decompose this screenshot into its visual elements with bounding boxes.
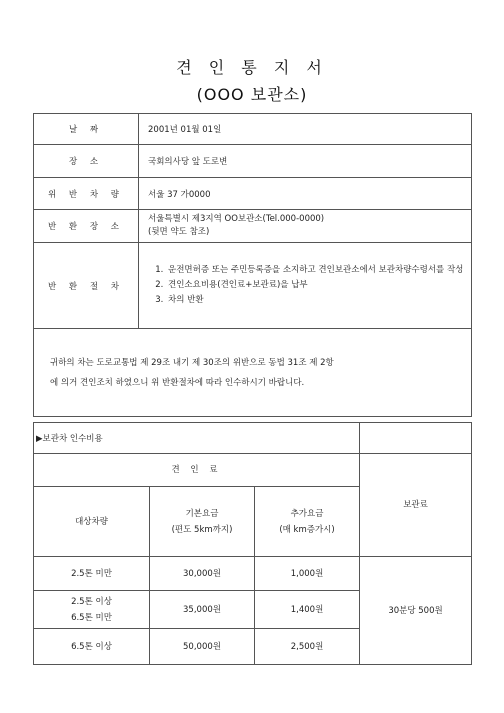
vehicle-row bbox=[34, 178, 472, 210]
procedure-value bbox=[139, 243, 472, 329]
vehicle-type-cell: 2.5톤 미만 bbox=[34, 557, 150, 591]
document-title: 견 인 통 지 서 bbox=[176, 58, 328, 77]
fee-section-title: ▶보관차 인수비용 bbox=[34, 423, 360, 454]
procedure-step: 1. 운전면허증 또는 주민등록증을 소지하고 견인보관소에서 보관차량수령서를 작성 bbox=[166, 263, 471, 278]
vehicle-value: 서울 37 가0000 bbox=[139, 178, 472, 210]
vehicle-type-cell: 6.5톤 이상 bbox=[34, 629, 150, 665]
base-fee-header-sub: (편도 5km까지) bbox=[171, 524, 233, 535]
vehicle-type-line: 6.5톤 미만 bbox=[71, 612, 112, 623]
procedure-row bbox=[34, 243, 472, 329]
base-fee-header bbox=[150, 487, 255, 557]
extra-fee-header-line: 추가요금 bbox=[290, 508, 324, 519]
base-fee-cell: 30,000원 bbox=[150, 557, 255, 591]
base-fee-header-line: 기본요금 bbox=[185, 508, 219, 519]
return-place-label: 반 환 장 소 bbox=[34, 210, 139, 243]
extra-fee-header-sub: (매 km증가시) bbox=[279, 524, 335, 535]
extra-fee-cell: 2,500원 bbox=[255, 629, 360, 665]
vehicle-label: 위 반 차 량 bbox=[34, 178, 139, 210]
return-place-row bbox=[34, 210, 472, 243]
extra-fee-cell: 1,000원 bbox=[255, 557, 360, 591]
base-fee-cell: 35,000원 bbox=[150, 591, 255, 629]
storage-fee-cell: 30분당 500원 bbox=[360, 557, 472, 665]
place-label: 장 소 bbox=[34, 145, 139, 178]
fee-row bbox=[34, 557, 472, 591]
place-row bbox=[34, 145, 472, 178]
procedure-list bbox=[148, 263, 471, 308]
procedure-label: 반 환 절 차 bbox=[34, 243, 139, 329]
date-row bbox=[34, 114, 472, 145]
extra-fee-cell: 1,400원 bbox=[255, 591, 360, 629]
vehicle-type-line: 2.5톤 이상 bbox=[71, 596, 112, 607]
return-place-value bbox=[139, 210, 472, 243]
info-table bbox=[33, 113, 472, 417]
notice-row bbox=[34, 329, 472, 417]
notice-line: 에 의거 견인조치 하였으니 위 반환절차에 따라 인수하시기 바랍니다. bbox=[50, 377, 305, 388]
document-subtitle: (OOO 보관소) bbox=[196, 85, 308, 104]
notice-line: 귀하의 차는 도로교통법 제 29조 내기 제 30조의 위반으로 동법 31조 제 2항 bbox=[50, 357, 334, 368]
place-value: 국회의사당 앞 도로변 bbox=[139, 145, 472, 178]
fee-section-row bbox=[34, 423, 472, 454]
towing-fee-header: 견 인 료 bbox=[34, 454, 360, 487]
storage-header: 보관료 bbox=[360, 454, 472, 557]
procedure-step: 2. 견인소요비용(견인료+보관료)을 납부 bbox=[166, 278, 471, 293]
return-place-note: (뒷면 약도 참조) bbox=[148, 227, 210, 237]
vehicle-type-cell bbox=[34, 591, 150, 629]
fee-section-empty bbox=[360, 423, 472, 454]
date-value: 2001년 01월 01일 bbox=[139, 114, 472, 145]
date-label: 날 짜 bbox=[34, 114, 139, 145]
extra-fee-header bbox=[255, 487, 360, 557]
towing-fee-header-row bbox=[34, 454, 472, 487]
procedure-step: 3. 차의 반환 bbox=[166, 293, 471, 308]
fee-table bbox=[33, 422, 472, 665]
base-fee-cell: 50,000원 bbox=[150, 629, 255, 665]
notice-text bbox=[34, 329, 472, 417]
vehicle-type-header: 대상차량 bbox=[34, 487, 150, 557]
return-place-address: 서울특별시 제3지역 OO보관소(Tel.000-0000) bbox=[148, 214, 325, 224]
